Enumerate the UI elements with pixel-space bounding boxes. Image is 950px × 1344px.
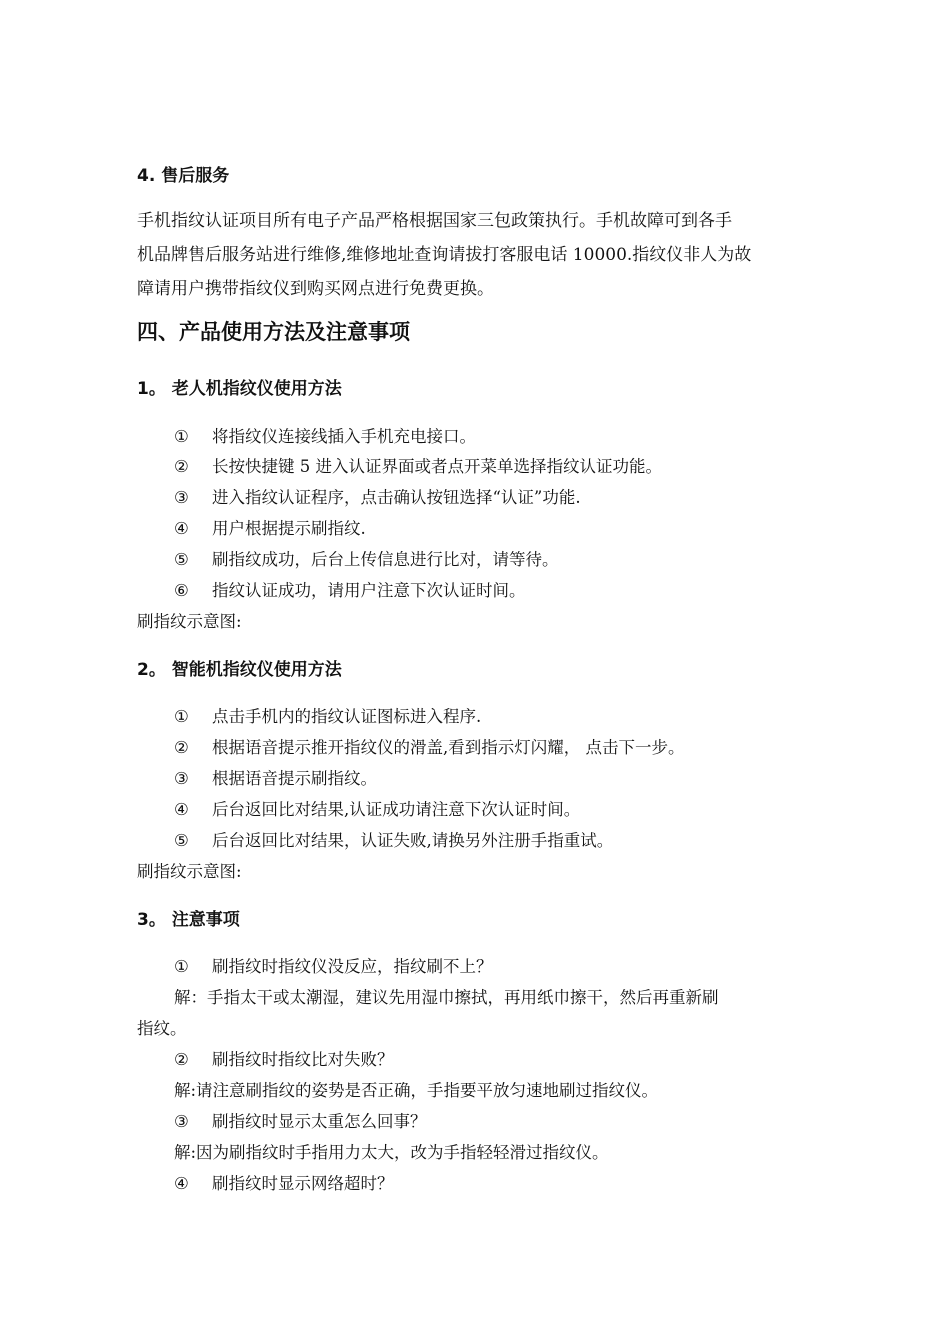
faq-question bbox=[174, 956, 493, 978]
list-number: ① bbox=[174, 957, 189, 976]
list-number: ③ bbox=[174, 769, 189, 788]
paragraph-line: 障请用户携带指纹仪到购买网点进行免费更换。 bbox=[137, 279, 494, 299]
subsection-heading-smartphone: 2。 智能机指纹仪使用方法 bbox=[137, 660, 342, 680]
paragraph-line: 机品牌售后服务站进行维修,维修地址查询请拔打客服电话 10000.指纹仪非人为故 bbox=[137, 245, 752, 265]
faq-answer: 解:因为刷指纹时手指用力太大，改为手指轻轻滑过指纹仪。 bbox=[174, 1143, 609, 1162]
list-item bbox=[174, 737, 685, 759]
list-text: 进入指纹认证程序，点击确认按钮选择“认证”功能. bbox=[212, 488, 581, 507]
question-text: 刷指纹时指纹比对失败？ bbox=[212, 1050, 394, 1069]
subsection-heading-elder-phone: 1。 老人机指纹仪使用方法 bbox=[137, 379, 342, 399]
figure-caption: 刷指纹示意图: bbox=[137, 612, 242, 631]
figure-caption: 刷指纹示意图: bbox=[137, 862, 242, 881]
paragraph-line: 手机指纹认证项目所有电子产品严格根据国家三包政策执行。手机故障可到各手 bbox=[137, 211, 732, 231]
list-item bbox=[174, 456, 662, 478]
list-text: 长按快捷键 5 进入认证界面或者点开菜单选择指纹认证功能。 bbox=[212, 457, 662, 476]
list-text: 后台返回比对结果，认证失败,请换另外注册手指重试。 bbox=[212, 831, 614, 850]
section-heading-after-sales: 4. 售后服务 bbox=[137, 166, 230, 186]
list-item bbox=[174, 768, 377, 790]
list-number: ① bbox=[174, 427, 189, 446]
faq-question bbox=[174, 1049, 394, 1071]
list-item bbox=[174, 518, 366, 540]
list-text: 根据语音提示推开指纹仪的滑盖,看到指示灯闪耀， 点击下一步。 bbox=[212, 738, 685, 757]
question-text: 刷指纹时指纹仪没反应，指纹刷不上？ bbox=[212, 957, 493, 976]
list-number: ② bbox=[174, 738, 189, 757]
list-number: ⑤ bbox=[174, 831, 189, 850]
list-number: ① bbox=[174, 707, 189, 726]
list-number: ③ bbox=[174, 1112, 189, 1131]
list-number: ② bbox=[174, 457, 189, 476]
list-text: 根据语音提示刷指纹。 bbox=[212, 769, 377, 788]
list-number: ② bbox=[174, 1050, 189, 1069]
faq-answer-continuation: 指纹。 bbox=[137, 1019, 187, 1038]
list-number: ④ bbox=[174, 519, 189, 538]
list-item bbox=[174, 830, 613, 852]
list-item bbox=[174, 549, 559, 571]
question-text: 刷指纹时显示网络超时？ bbox=[212, 1174, 394, 1193]
list-number: ③ bbox=[174, 488, 189, 507]
list-number: ④ bbox=[174, 1174, 189, 1193]
list-text: 点击手机内的指纹认证图标进入程序. bbox=[212, 707, 482, 726]
question-text: 刷指纹时显示太重怎么回事？ bbox=[212, 1112, 427, 1131]
faq-answer: 解：手指太干或太潮湿，建议先用湿巾擦拭，再用纸巾擦干，然后再重新刷 bbox=[174, 988, 719, 1007]
after-sales-paragraph bbox=[137, 204, 817, 306]
list-number: ⑤ bbox=[174, 550, 189, 569]
list-text: 后台返回比对结果,认证成功请注意下次认证时间。 bbox=[212, 800, 581, 819]
subsection-heading-notes: 3。 注意事项 bbox=[137, 910, 240, 930]
faq-question bbox=[174, 1173, 394, 1195]
list-item bbox=[174, 706, 481, 728]
list-number: ④ bbox=[174, 800, 189, 819]
list-number: ⑥ bbox=[174, 581, 189, 600]
list-item bbox=[174, 487, 581, 509]
list-item bbox=[174, 426, 476, 448]
faq-question bbox=[174, 1111, 427, 1133]
list-text: 将指纹仪连接线插入手机充电接口。 bbox=[212, 427, 476, 446]
faq-answer: 解:请注意刷指纹的姿势是否正确，手指要平放匀速地刷过指纹仪。 bbox=[174, 1081, 659, 1100]
list-item bbox=[174, 799, 580, 821]
list-text: 刷指纹成功，后台上传信息进行比对，请等待。 bbox=[212, 550, 559, 569]
list-text: 指纹认证成功，请用户注意下次认证时间。 bbox=[212, 581, 526, 600]
list-item bbox=[174, 580, 526, 602]
list-text: 用户根据提示刷指纹. bbox=[212, 519, 366, 538]
chapter-title: 四、产品使用方法及注意事项 bbox=[137, 320, 410, 344]
